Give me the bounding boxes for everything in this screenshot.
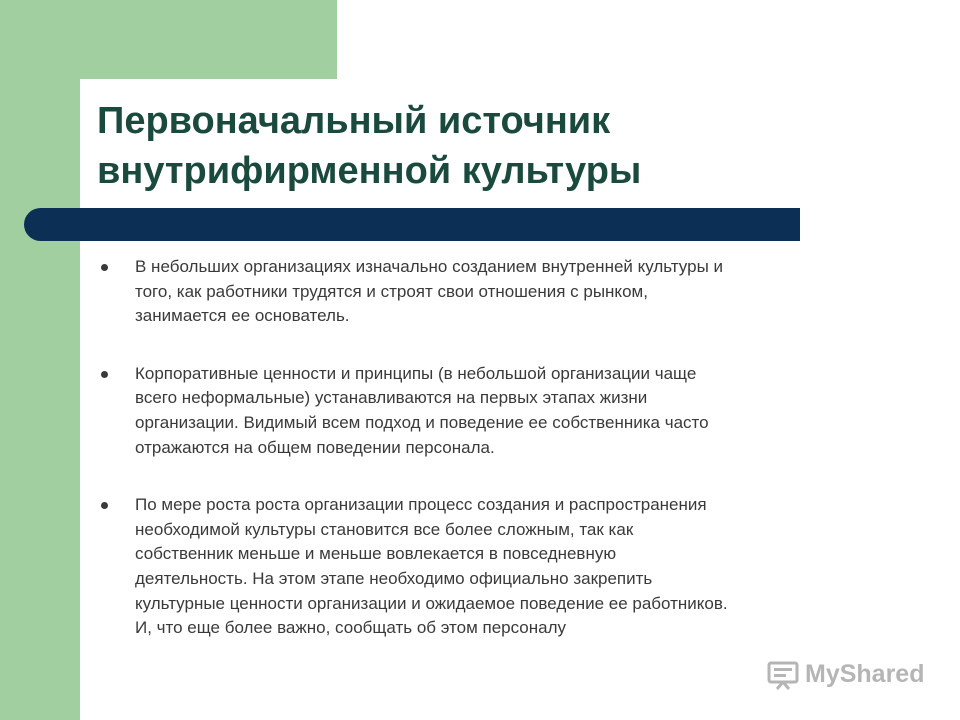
title-line-1: Первоначальный источник <box>97 100 611 142</box>
bullet-line: занимается ее основатель. <box>135 306 350 326</box>
bullet-line: собственник меньше и меньше вовлекается в повседневную <box>135 544 617 564</box>
bullet-line: того, как работники трудятся и строят свои отношения с рынком, <box>135 281 648 301</box>
bullet-line: организации. Видимый всем подход и поведение ее собственника часто <box>135 412 709 432</box>
bullet-text <box>135 362 900 460</box>
bullet-text <box>135 493 900 641</box>
bullet-line: И, что еще более важно, сообщать об этом персоналу <box>135 618 567 638</box>
title-underline-bar <box>24 208 800 241</box>
bullet-item <box>100 255 900 329</box>
bullet-line: отражаются на общем поведении персонала. <box>135 437 495 457</box>
bullet-item <box>100 362 900 460</box>
bullet-line: необходимой культуры становится все более сложным, так как <box>135 519 634 539</box>
bullet-line: культурные ценности организации и ожидаемое поведение ее работников. <box>135 593 728 613</box>
bullet-list <box>100 255 900 641</box>
bullet-line: деятельность. На этом этапе необходимо официально закрепить <box>135 568 653 588</box>
bullet-line: всего неформальные) устанавливаются на первых этапах жизни <box>135 388 648 408</box>
slide-title <box>97 96 857 196</box>
bullet-item <box>100 493 900 641</box>
bullet-dot-icon <box>101 371 108 378</box>
bullet-dot-icon <box>101 264 108 271</box>
title-line-2: внутрифирменной культуры <box>97 150 642 192</box>
bullet-line: По мере роста роста организации процесс создания и распространения <box>135 495 707 515</box>
green-top-decoration <box>80 0 337 79</box>
bullet-text <box>135 255 900 329</box>
green-sidebar-decoration <box>0 0 80 720</box>
watermark-text: MyShared <box>805 659 925 688</box>
presentation-board-icon <box>766 657 800 691</box>
bullet-dot-icon <box>101 502 108 509</box>
myshared-watermark <box>766 657 924 691</box>
bullet-line: В небольших организациях изначально созданием внутренней культуры и <box>135 257 724 276</box>
bullet-line: Корпоративные ценности и принципы (в небольшой организации чаще <box>135 363 697 383</box>
